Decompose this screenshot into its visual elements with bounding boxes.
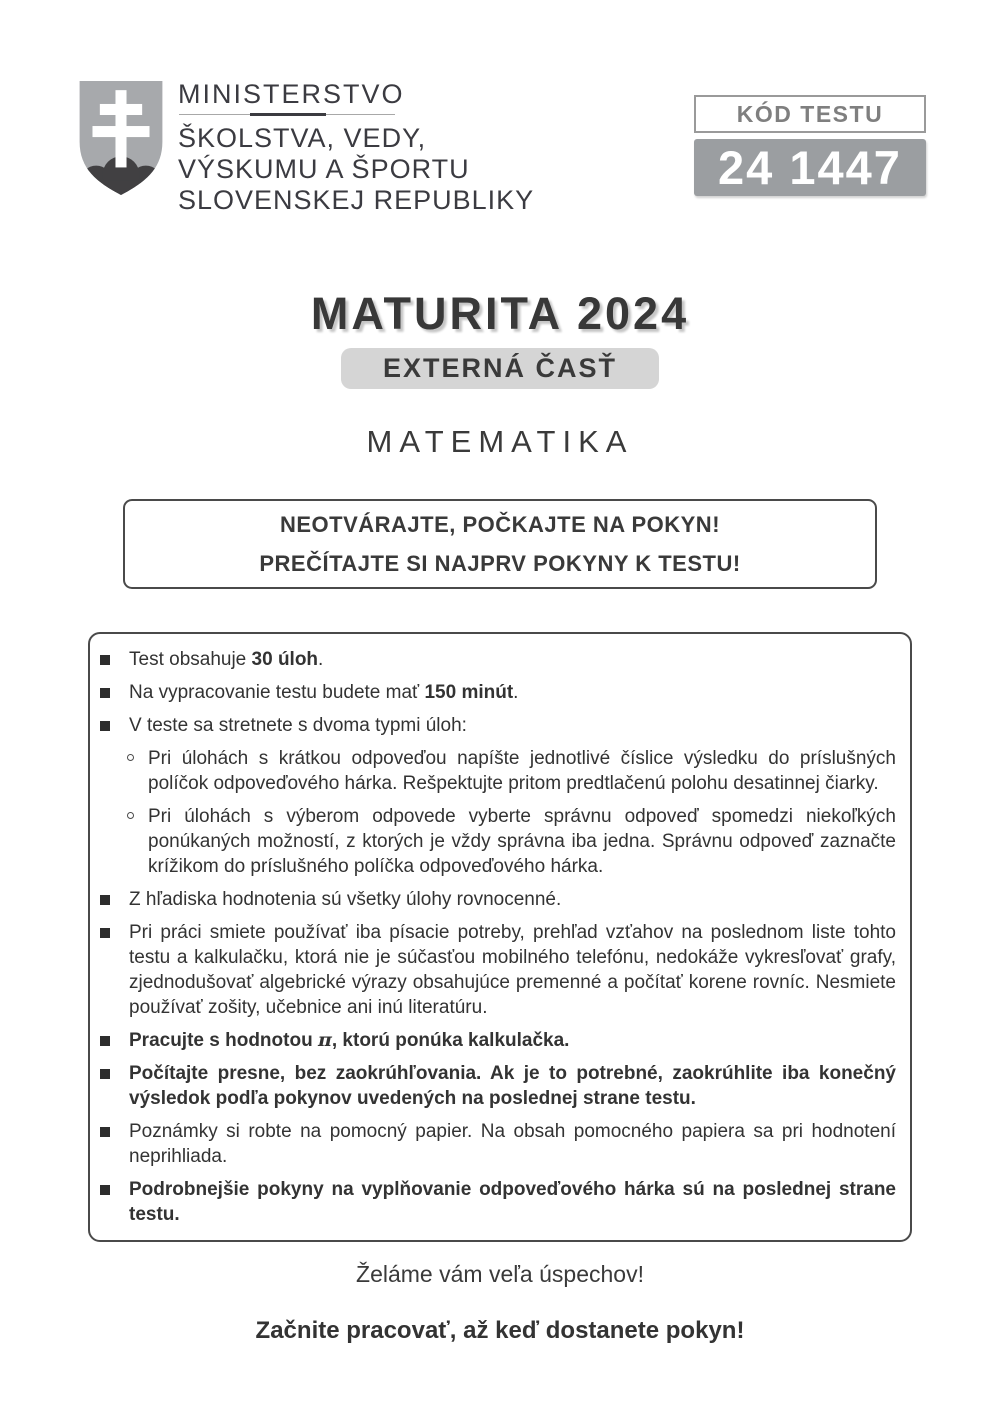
instruction-item [90, 887, 896, 912]
square-bullet-icon [100, 1127, 110, 1137]
test-code-label: KÓD TESTU [694, 95, 926, 133]
instruction-item [90, 1061, 896, 1111]
instruction-item [90, 804, 896, 879]
instruction-text: Pri práci smiete používať iba písacie potreby, prehľad vzťahov na poslednom liste tohto testu a kalkulačku, ktorá nie je súčasťou mobilného telefónu, nedokáže vykresľovať grafy, zjednodušovať algebrické výrazy obsahujúce premenné a počítať korene rovníc. Nesmiete používať zošity, učebnice ani inú literatúru. [129, 922, 896, 1018]
square-bullet-icon [100, 655, 110, 665]
ministry-line: SLOVENSKEJ REPUBLIKY [178, 185, 535, 215]
exam-part-badge-wrap [0, 348, 1000, 389]
square-bullet-icon [100, 721, 110, 731]
instruction-text: Pri úlohách s výberom odpovede vyberte správnu odpoveď spomedzi niekoľkých ponúkaných možností, z ktorých je vždy správna iba jedna. Správnu odpoveď zaznačte krížikom do príslušného políčka odpoveďového hárka. [148, 806, 896, 877]
instruction-text: V teste sa stretnete s dvoma typmi úloh: [129, 715, 467, 736]
instruction-text: Počítajte presne, bez zaokrúhľovania. Ak je to potrebné, zaokrúhlite iba konečný výsledok podľa pokynov uvedených na poslednej strane testu. [129, 1063, 896, 1109]
test-code-value: 24 1447 [694, 139, 926, 196]
warning-line-1: NEOTVÁRAJTE, POČKAJTE NA POKYN! [279, 511, 721, 537]
instruction-item [90, 1119, 896, 1169]
ministry-logo [75, 76, 534, 216]
circle-bullet-icon [127, 812, 134, 819]
subject-title: MATEMATIKA [366, 424, 634, 459]
square-bullet-icon [100, 1069, 110, 1079]
instruction-text: Na vypracovanie testu budete mať 150 minút. [129, 682, 519, 703]
instruction-item [90, 1028, 896, 1053]
instruction-text: Podrobnejšie pokyny na vyplňovanie odpoveďového hárka sú na poslednej strane testu. [129, 1179, 896, 1225]
instruction-item [90, 920, 896, 1020]
logo-divider [179, 113, 395, 116]
slovak-coat-of-arms-icon [75, 76, 167, 200]
instruction-item [90, 713, 896, 738]
instruction-text: Pracujte s hodnotou π, ktorú ponúka kalkulačka. [129, 1029, 570, 1051]
exam-part-badge: EXTERNÁ ČASŤ [341, 348, 659, 389]
instructions-list [90, 647, 896, 1227]
ministry-line: VÝSKUMU A ŠPORTU [178, 154, 470, 184]
instruction-item [90, 746, 896, 796]
ministry-line: MINISTERSTVO [178, 79, 405, 109]
square-bullet-icon [100, 1036, 110, 1046]
instruction-item [90, 1177, 896, 1227]
page-title: MATURITA 2024 [310, 288, 690, 339]
instruction-item [90, 647, 896, 672]
instruction-item [90, 680, 896, 705]
square-bullet-icon [100, 895, 110, 905]
instruction-text: Test obsahuje 30 úloh. [129, 649, 324, 670]
footer-start-instruction: Začnite pracovať, až keď dostanete pokyn! [255, 1317, 745, 1344]
ministry-line: ŠKOLSTVA, VEDY, [178, 123, 427, 153]
square-bullet-icon [100, 1185, 110, 1195]
instruction-text: Poznámky si robte na pomocný papier. Na obsah pomocného papiera sa pri hodnotení neprihliada. [129, 1121, 896, 1167]
instruction-text: Z hľadiska hodnotenia sú všetky úlohy rovnocenné. [129, 889, 562, 910]
circle-bullet-icon [127, 754, 134, 761]
warning-line-2: PREČÍTAJTE SI NAJPRV POKYNY K TESTU! [259, 550, 741, 576]
instruction-text: Pri úlohách s krátkou odpoveďou napíšte jednotlivé číslice výsledku do príslušných políčok odpoveďového hárka. Rešpektujte pritom predtlačenú polohu desatinnej čiarky. [148, 748, 896, 794]
square-bullet-icon [100, 928, 110, 938]
warning-box [123, 499, 877, 589]
ministry-name [178, 76, 534, 216]
instructions-box [88, 632, 912, 1242]
square-bullet-icon [100, 688, 110, 698]
footer-wish: Želáme vám veľa úspechov! [356, 1261, 644, 1287]
